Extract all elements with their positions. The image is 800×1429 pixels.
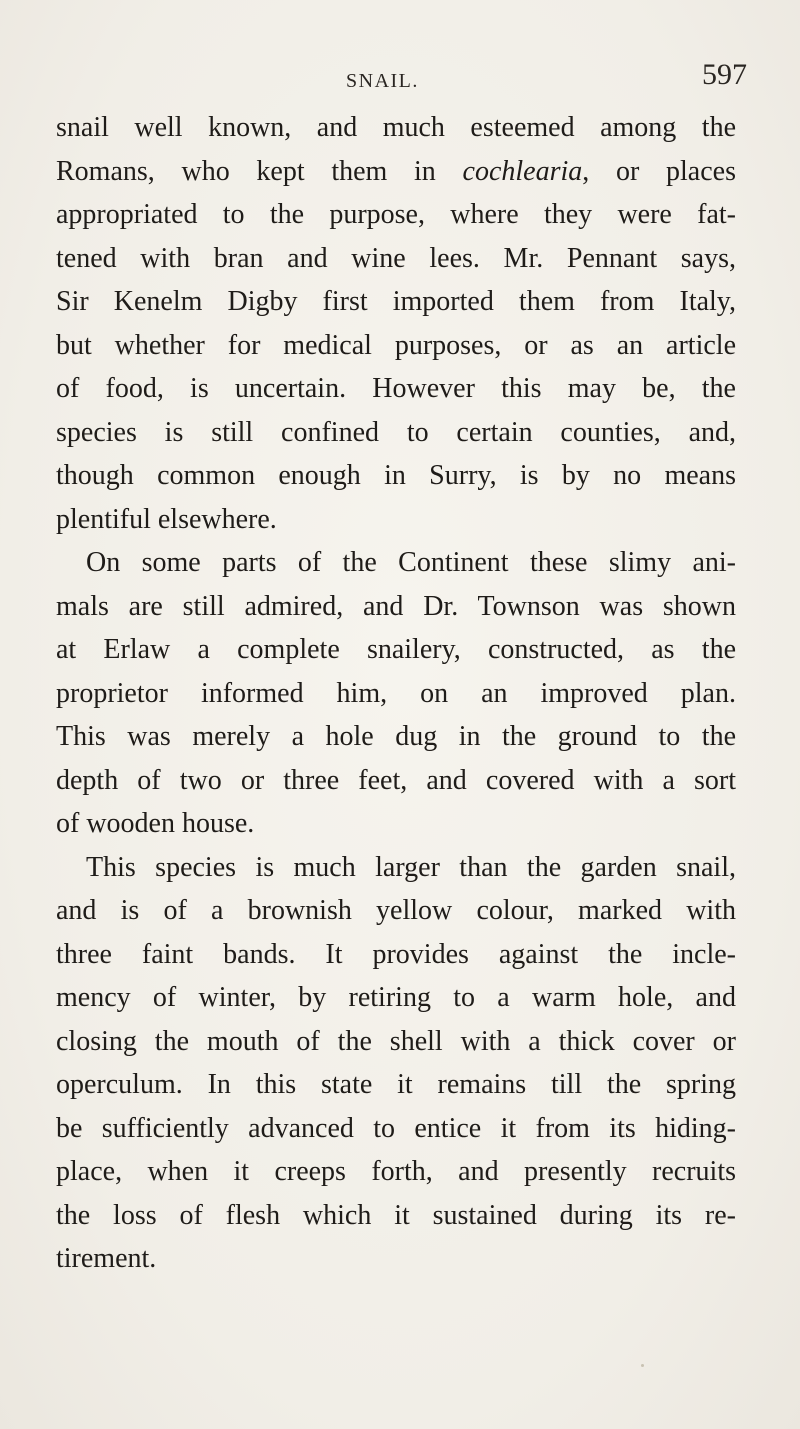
text-line: plentiful elsewhere. — [56, 503, 277, 535]
text-line: closing the mouth of the shell with a thick cover or — [56, 1025, 736, 1057]
running-title: SNAIL. — [346, 70, 419, 92]
text-line: tened with bran and wine lees. Mr. Pennant says, — [56, 242, 736, 274]
body-text — [56, 106, 736, 1281]
text-line: depth of two or three feet, and covered with a sort — [56, 764, 736, 796]
text-line: operculum. In this state it remains till the spring — [56, 1069, 736, 1100]
text-line: snail well known, and much esteemed among the — [56, 112, 736, 143]
text-line: This was merely a hole dug in the ground to the — [56, 721, 736, 752]
paragraph-first-line: On some parts of the Continent these slimy ani- — [86, 547, 736, 578]
text-line: mency of winter, by retiring to a warm hole, and — [56, 982, 736, 1013]
text-line: but whether for medical purposes, or as an article — [56, 329, 736, 361]
text-line: proprietor informed him, on an improved plan. — [56, 677, 736, 709]
text-line: though common enough in Surry, is by no means — [56, 460, 736, 491]
text-line: of wooden house. — [56, 808, 255, 839]
text-line: appropriated to the purpose, where they were fat- — [56, 199, 736, 230]
text-line: Sir Kenelm Digby first imported them from Italy, — [56, 286, 736, 317]
text-line: place, when it creeps forth, and presently recruits — [56, 1156, 736, 1187]
text-line: mals are still admired, and Dr. Townson was shown — [56, 590, 736, 622]
text-line: of food, is uncertain. However this may be, the — [56, 373, 736, 404]
text-line: the loss of flesh which it sustained during its re- — [56, 1199, 736, 1231]
text-line: at Erlaw a complete snailery, constructed, as the — [56, 634, 736, 665]
text-line: tirement. — [56, 1243, 157, 1274]
text-line: Romans, who kept them in cochlearia, or places — [56, 155, 736, 187]
paper-speck — [641, 1364, 644, 1367]
text-line: be sufficiently advanced to entice it from its hiding- — [56, 1112, 736, 1144]
text-line: species is still confined to certain counties, and, — [56, 416, 736, 448]
text-line: and is of a brownish yellow colour, marked with — [56, 895, 736, 926]
text-line: three faint bands. It provides against the incle- — [56, 938, 736, 970]
paragraph-first-line: This species is much larger than the garden snail, — [86, 851, 736, 883]
running-head — [0, 56, 800, 106]
italic-term: cochlearia — [462, 155, 583, 187]
page-number: 597 — [702, 58, 747, 91]
